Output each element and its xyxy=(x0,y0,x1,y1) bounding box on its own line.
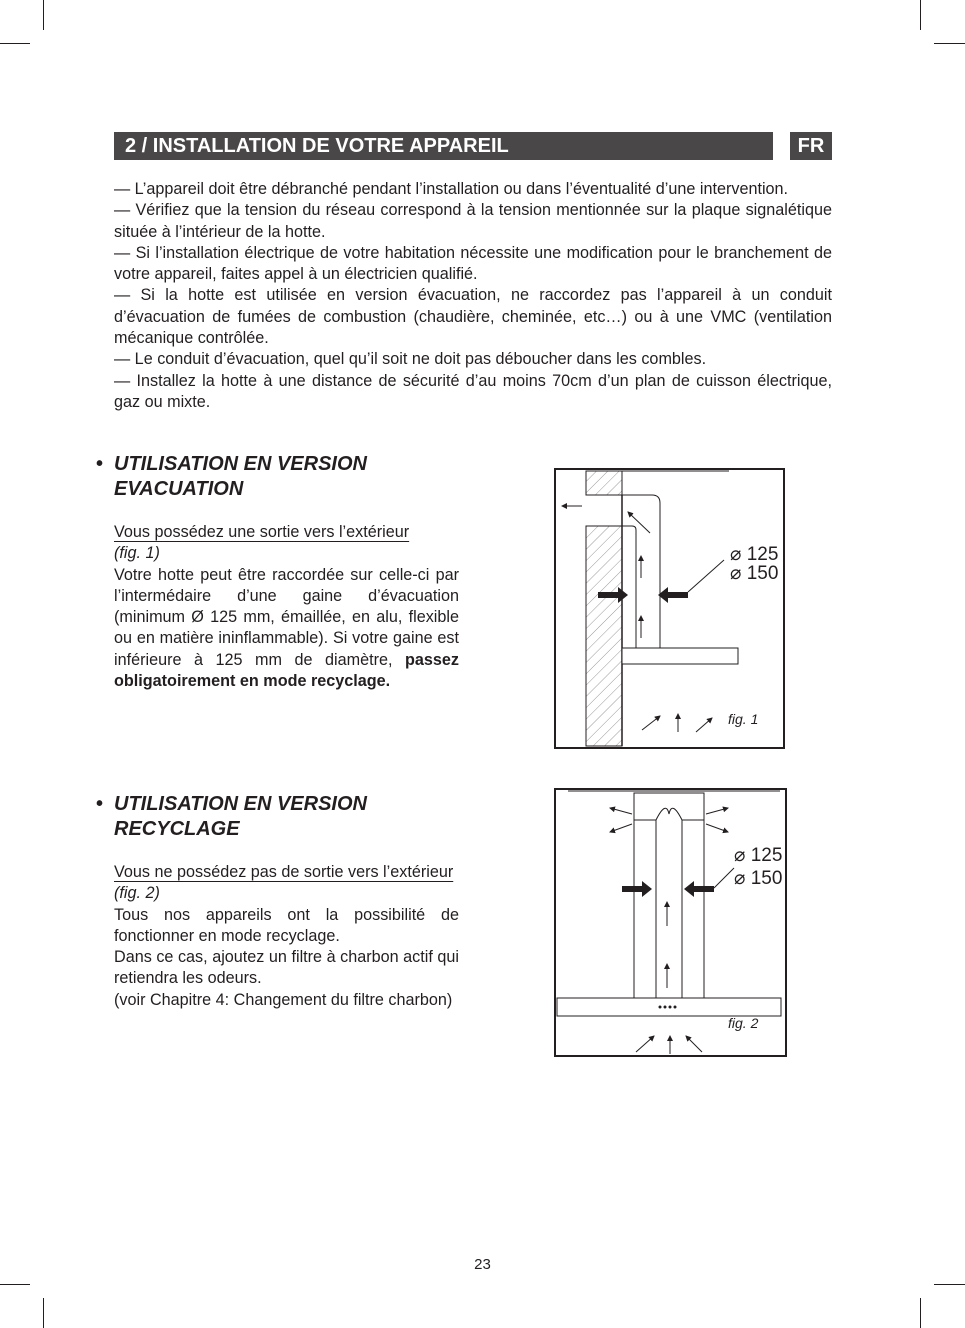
figure-reference: (fig. 1) xyxy=(114,544,160,563)
section-evacuation xyxy=(96,452,460,692)
duct-diameter-label: ⌀ 125 xyxy=(734,845,783,866)
section-subtitle: Vous ne possédez pas de sortie vers l’extérieur xyxy=(114,863,454,881)
bullet: • xyxy=(96,453,104,475)
section-recyclage xyxy=(96,792,459,1011)
crop-mark xyxy=(43,0,44,30)
section-title-line: UTILISATION EN VERSION xyxy=(114,453,367,475)
body-text: Votre hotte peut être raccordée sur celle-ci par l’intermédaire d’une gaine d’évacuation (minimum Ø 125 mm, émaillée, en alu, flexible ou en matière ininflammable). Si votre gaine est inférieure à 125 mm de diamètre, xyxy=(114,565,459,669)
section-body: (voir Chapitre 4: Changement du filtre charbon) xyxy=(114,990,453,1009)
crop-mark xyxy=(934,43,965,44)
bullet: • xyxy=(96,793,104,815)
figure-caption: fig. 2 xyxy=(728,1015,759,1031)
section-title xyxy=(96,452,459,502)
intro-paragraph: — L’appareil doit être débranché pendant l’installation ou dans l’éventualité d’une intervention. xyxy=(114,180,789,198)
duct-diameter-label: ⌀ 150 xyxy=(730,563,779,584)
intro-paragraph: — Vérifiez que la tension du réseau correspond à la tension mentionnée sur la plaque signalétique située à l’intérieur de la hotte. xyxy=(114,201,832,241)
section-header: 2 / INSTALLATION DE VOTRE APPAREIL xyxy=(114,132,773,160)
section-body: Dans ce cas, ajoutez un filtre à charbon actif qui retiendra les odeurs. xyxy=(114,948,459,988)
intro-warnings xyxy=(114,179,832,413)
section-body: Tous nos appareils ont la possibilité de fonctionner en mode recyclage. xyxy=(114,905,459,945)
figure-caption: fig. 1 xyxy=(728,711,759,727)
hood-evacuation-diagram xyxy=(554,468,786,750)
figure-reference: (fig. 2) xyxy=(114,884,160,903)
crop-mark xyxy=(920,1298,921,1328)
duct-diameter-label: ⌀ 150 xyxy=(734,868,783,889)
intro-paragraph: — Si la hotte est utilisée en version évacuation, ne raccordez pas l’appareil à un conduit d’évacuation de fumées de combustion (chaudière, cheminée, etc…) ou à une VMC (ventilation mécanique contrôlée. xyxy=(114,286,832,348)
duct-diameter-label: ⌀ 125 xyxy=(730,544,779,565)
figure-recyclage xyxy=(554,788,788,1058)
section-title-line: RECYCLAGE xyxy=(114,818,240,840)
intro-paragraph: — Installez la hotte à une distance de sécurité d’au moins 70cm d’un plan de cuisson électrique, gaz ou mixte. xyxy=(114,371,832,411)
section-title-line: UTILISATION EN VERSION xyxy=(114,793,367,815)
crop-mark xyxy=(0,43,30,44)
crop-mark xyxy=(43,1298,44,1328)
figure-evacuation xyxy=(554,468,786,750)
crop-mark xyxy=(0,1284,30,1285)
body-bold-text: passez obligatoirement en mode recyclage. xyxy=(114,650,460,691)
section-title-line: EVACUATION xyxy=(114,478,244,500)
intro-paragraph: — Le conduit d’évacuation, quel qu’il soit ne doit pas déboucher dans les combles. xyxy=(114,350,707,369)
section-body xyxy=(114,565,459,693)
section-subtitle: Vous possédez une sortie vers l’extérieur xyxy=(114,523,410,541)
intro-paragraph: — Si l’installation électrique de votre habitation nécessite une modification pour le branchement de votre appareil, faites appel à un électricien qualifié. xyxy=(114,243,832,284)
section-title xyxy=(96,792,459,842)
page-number: 23 xyxy=(474,1256,491,1273)
crop-mark xyxy=(920,0,921,30)
language-badge: FR xyxy=(790,132,832,160)
crop-mark xyxy=(934,1284,965,1285)
